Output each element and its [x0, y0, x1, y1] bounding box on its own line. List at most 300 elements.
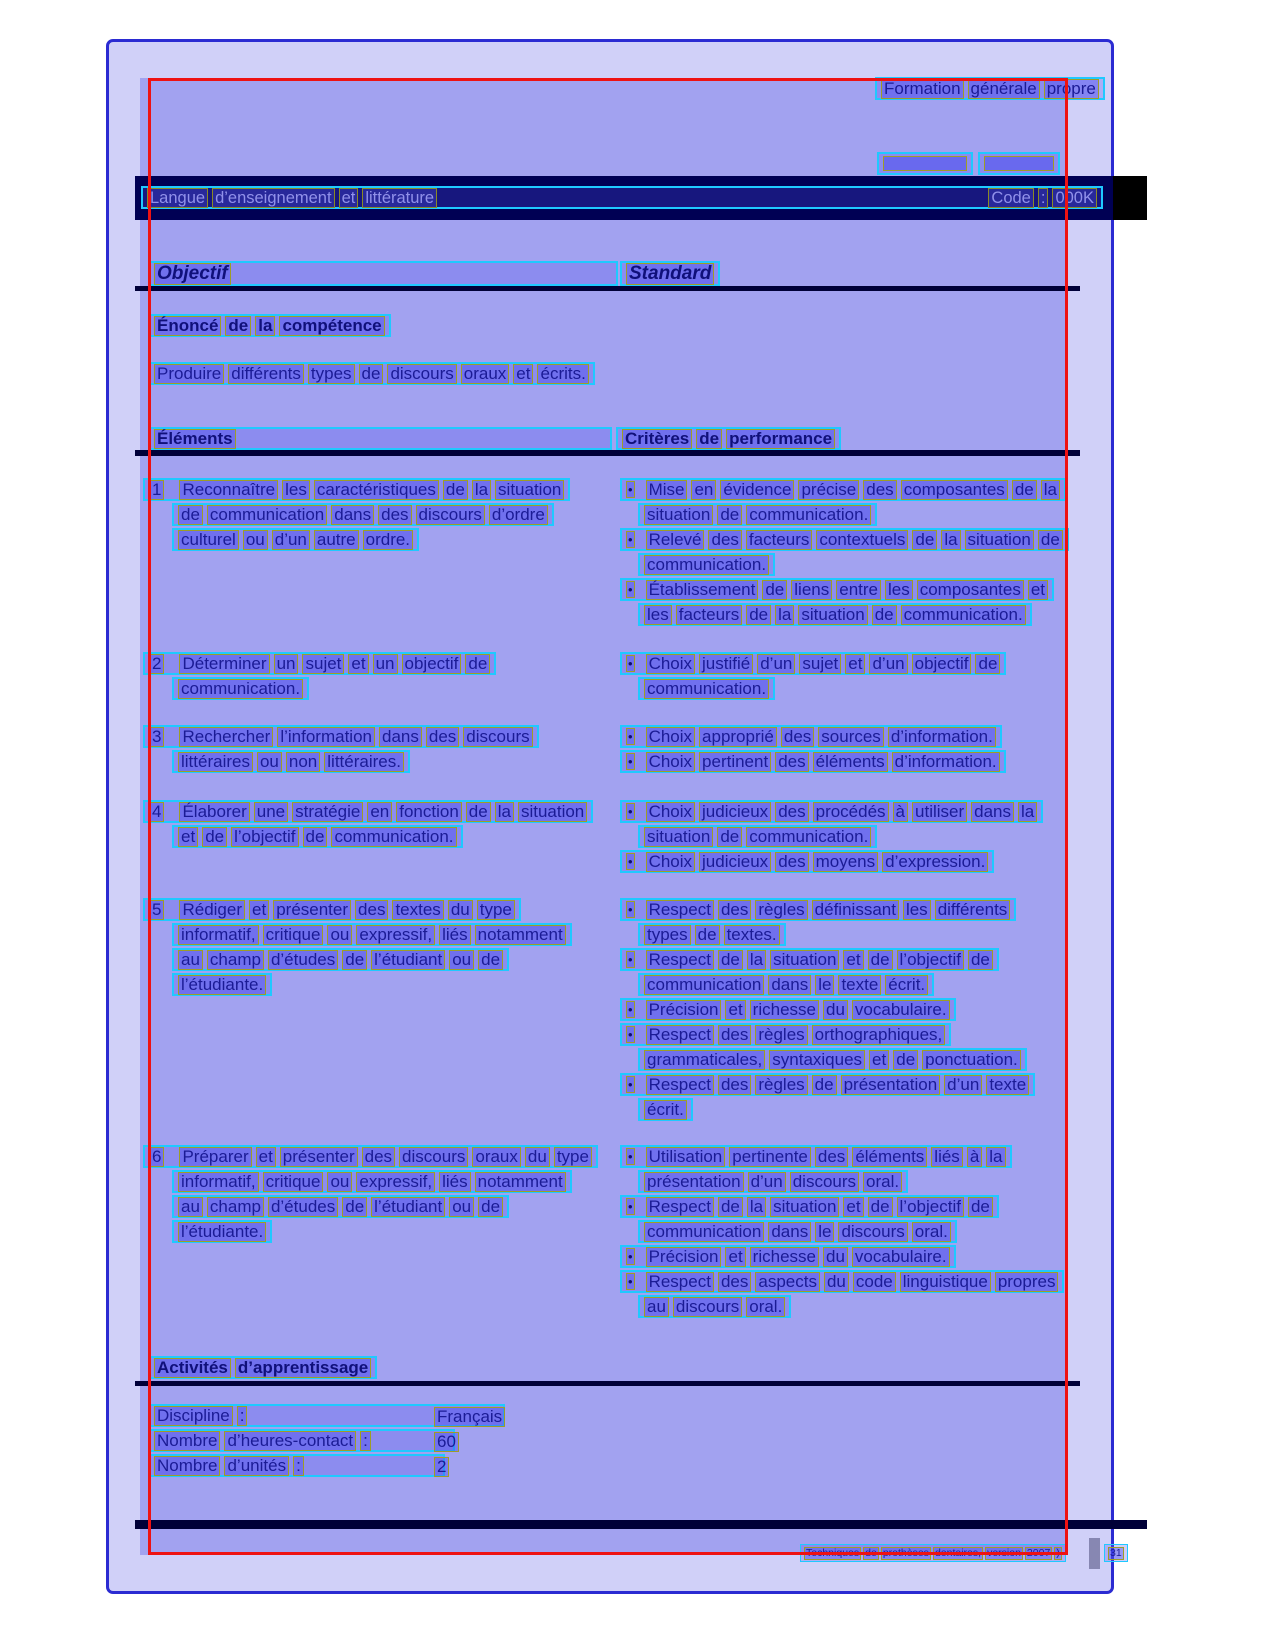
word-box: discours [838, 1222, 907, 1242]
word-box: objectif [912, 654, 972, 674]
word-box: liés [931, 1147, 963, 1167]
word-box: d’un [944, 1075, 982, 1095]
word-box: ) [1056, 1546, 1060, 1559]
field-value: 60 [434, 1432, 459, 1452]
word-box: de [225, 316, 251, 336]
word-box: Précision [646, 1000, 722, 1020]
word-box: procédés [813, 802, 889, 822]
word-box: à [893, 802, 908, 822]
element-line [172, 677, 309, 700]
word-box: la [472, 480, 491, 500]
word-box: au [178, 1197, 203, 1217]
word-box: oraux [461, 364, 510, 384]
word-box: d’un [757, 654, 795, 674]
critere-line [620, 1270, 1064, 1293]
word-box: de [865, 1546, 877, 1559]
word-box: Élaborer [179, 802, 249, 822]
info-row [148, 1429, 455, 1452]
critere-line [638, 553, 775, 576]
word-box: types [308, 364, 355, 384]
word-box: dans [331, 505, 374, 525]
title-bar-extension [1113, 176, 1147, 220]
element-line [172, 923, 572, 946]
word-box: de [466, 802, 491, 822]
word-box: des [718, 1025, 751, 1045]
word-box: et [249, 900, 269, 920]
word-box: d’ordre [489, 505, 548, 525]
word-box: linguistique [900, 1272, 991, 1292]
word-box: de [342, 1197, 367, 1217]
word-box: de [178, 505, 203, 525]
word-box: de [359, 364, 384, 384]
word-box: de [696, 429, 722, 449]
word-box: fonction [396, 802, 462, 822]
word-box: littéraires [178, 752, 253, 772]
element-line [172, 825, 463, 848]
word-box: Produire [154, 364, 224, 384]
word-box: Mise [646, 480, 688, 500]
word-box: présentation [644, 1172, 744, 1192]
word-box: Précision [646, 1247, 722, 1267]
word-box: grammaticales, [644, 1050, 765, 1070]
word-box: texte [986, 1075, 1029, 1095]
word-box: informatif, [178, 925, 259, 945]
word-box: : [360, 1431, 371, 1451]
word-box: ou [449, 950, 474, 970]
bullet-icon: • [628, 1249, 633, 1264]
word-box: oral. [863, 1172, 902, 1192]
critere-line [620, 1245, 956, 1268]
divider-rule-objectif [135, 286, 1080, 291]
item-number: 1 [149, 480, 164, 500]
word-box: prothèses [882, 1546, 929, 1559]
word-box: discours [463, 727, 532, 747]
word-box: de [478, 950, 503, 970]
bullet-icon: • [628, 729, 633, 744]
word-box: de [868, 950, 893, 970]
element-line [172, 1170, 572, 1193]
word-box: au [178, 950, 203, 970]
word-box: et [843, 950, 863, 970]
word-box: Objectif [154, 263, 231, 285]
word-box: Déterminer [179, 654, 269, 674]
word-box: un [373, 654, 398, 674]
word-box: ou [327, 925, 352, 945]
element-line [143, 800, 593, 823]
word-box: de [868, 1197, 893, 1217]
word-box: et [1028, 580, 1048, 600]
word-box: liés [439, 1172, 471, 1192]
word-box: Respect [646, 1025, 714, 1045]
critere-line [620, 478, 1066, 501]
word-box: et [256, 1147, 276, 1167]
word-box: judicieux [699, 852, 771, 872]
word-box: Respect [646, 1197, 714, 1217]
word-box: : [293, 1456, 304, 1476]
word-box: Nombre [154, 1431, 220, 1451]
divider-rule-bottom [135, 1520, 1147, 1529]
word-box: texte [838, 975, 881, 995]
word-box: facteurs [676, 605, 742, 625]
word-box: de [893, 1050, 918, 1070]
separator-bar [1089, 1538, 1100, 1569]
word-box: des [708, 530, 741, 550]
word-box: oral. [912, 1222, 951, 1242]
word-box: de [968, 950, 993, 970]
word-box [984, 156, 1054, 171]
word-box: informatif, [178, 1172, 259, 1192]
word-box: situation [798, 605, 867, 625]
word-box: d’études [268, 1197, 338, 1217]
element-line [172, 973, 272, 996]
word-box: dans [768, 975, 811, 995]
word-box: et [348, 654, 368, 674]
word-box: Critères [622, 429, 692, 449]
word-box: composantes [917, 580, 1024, 600]
word-box: Respect [646, 1272, 714, 1292]
critere-line [638, 923, 786, 946]
criteres-header [616, 427, 841, 450]
word-box: des [362, 1147, 395, 1167]
word-box: aspects [755, 1272, 820, 1292]
word-box: des [718, 900, 751, 920]
field-value: Français [434, 1407, 505, 1427]
word-box: Choix [646, 802, 695, 822]
word-box: communication. [178, 679, 303, 699]
word-box: d’un [272, 530, 310, 550]
word-box: et [178, 827, 198, 847]
element-line [172, 528, 419, 551]
formation-tag [875, 77, 1105, 100]
word-box: discours [399, 1147, 468, 1167]
word-box: de [443, 480, 468, 500]
critere-line [620, 898, 1016, 921]
word-box: Relevé [646, 530, 705, 550]
word-box: la [941, 530, 960, 550]
word-box: la [747, 950, 766, 970]
word-box: du [823, 1247, 848, 1267]
word-box: : [237, 1406, 248, 1426]
critere-line [638, 973, 934, 996]
critere-line [620, 1145, 1012, 1168]
word-box: communication. [746, 505, 871, 525]
word-box: les [903, 900, 931, 920]
word-box: ordre. [363, 530, 413, 550]
word-box: Standard [626, 263, 714, 285]
word-box: types [644, 925, 691, 945]
item-number: 4 [149, 802, 164, 822]
word-box: situation [518, 802, 587, 822]
word-box: discours [387, 364, 456, 384]
item-number: 2 [149, 654, 164, 674]
word-box: facteurs [746, 530, 812, 550]
word-box: compétence [279, 316, 384, 336]
bullet-icon: • [628, 952, 633, 967]
word-box: culturel [178, 530, 239, 550]
element-line [172, 948, 509, 971]
word-box: 2007 [1026, 1546, 1051, 1559]
word-box: de [717, 827, 742, 847]
word-box: objectif [402, 654, 462, 674]
word-box: le [815, 975, 834, 995]
word-box: de [968, 1197, 993, 1217]
word-box: de [717, 505, 742, 525]
word-box: sources [818, 727, 884, 747]
critere-line [620, 1073, 1035, 1096]
word-box: de [342, 950, 367, 970]
word-box: de [812, 1075, 837, 1095]
word-box: définissant [812, 900, 899, 920]
word-box: en [691, 480, 716, 500]
word-box: différents [228, 364, 304, 384]
bullet-icon: • [628, 1149, 633, 1164]
word-box: Rédiger [179, 900, 245, 920]
word-box: des [815, 1147, 848, 1167]
bullet-icon: • [628, 656, 633, 671]
critere-line [620, 578, 1054, 601]
word-box: entre [836, 580, 881, 600]
word-box: ou [449, 1197, 474, 1217]
word-box: de [465, 654, 490, 674]
field-value: 2 [434, 1457, 449, 1477]
word-box: orthographiques, [812, 1025, 946, 1045]
word-box: 000K [1052, 188, 1097, 208]
element-line [143, 898, 521, 921]
word-box: du [823, 1000, 848, 1020]
word-box: oral. [746, 1297, 785, 1317]
critere-line [620, 652, 1006, 675]
word-box: communication [644, 975, 764, 995]
word-box: de [975, 654, 1000, 674]
word-box: les [282, 480, 310, 500]
divider-rule-activites [135, 1381, 1080, 1386]
word-box: d’études [268, 950, 338, 970]
word-box: d’unités [224, 1456, 289, 1476]
word-box: la [986, 1147, 1005, 1167]
word-box: des [355, 900, 388, 920]
word-box: de [1038, 530, 1063, 550]
word-box: Choix [646, 852, 695, 872]
critere-line [638, 1295, 791, 1318]
word-box: d’information. [888, 727, 996, 747]
item-number: 6 [149, 1147, 164, 1167]
word-box: la [255, 316, 275, 336]
word-box: Choix [646, 752, 695, 772]
bullet-icon: • [628, 1002, 633, 1017]
bullet-icon: • [628, 1077, 633, 1092]
word-box: situation [770, 1197, 839, 1217]
word-box: de [303, 827, 328, 847]
critere-line [638, 1098, 693, 1121]
critere-line [620, 1195, 999, 1218]
word-box: oraux [472, 1147, 521, 1167]
word-box: champ [207, 1197, 264, 1217]
word-box: différents [935, 900, 1011, 920]
word-box: les [885, 580, 913, 600]
word-box: communication. [901, 605, 1026, 625]
word-box: Code [988, 188, 1033, 208]
enonce-body [148, 362, 595, 385]
word-box: des [426, 727, 459, 747]
word-box: textes. [724, 925, 780, 945]
word-box: vocabulaire. [852, 1247, 950, 1267]
word-box: notamment [475, 1172, 566, 1192]
word-box: d’heures-contact [224, 1431, 356, 1451]
element-line [172, 1220, 272, 1243]
empty-box [978, 152, 1060, 175]
word-box: de [718, 1197, 743, 1217]
word-box: Choix [646, 727, 695, 747]
standard-header [620, 261, 720, 286]
word-box: Respect [646, 1075, 714, 1095]
word-box: dans [768, 1222, 811, 1242]
word-box: l’étudiant [371, 950, 445, 970]
word-box: de [872, 605, 897, 625]
word-box: la [1018, 802, 1037, 822]
word-box: composantes [901, 480, 1008, 500]
word-box: en [367, 802, 392, 822]
word-box: Discipline [154, 1406, 233, 1426]
word-box: un [274, 654, 299, 674]
word-box: richesse [750, 1000, 819, 1020]
word-box: situation [495, 480, 564, 500]
word-box: d’information. [892, 752, 1000, 772]
word-box: 31 [1110, 1546, 1122, 1559]
word-box: et [339, 188, 359, 208]
word-box: du [448, 900, 473, 920]
word-box: des [775, 752, 808, 772]
critere-line [638, 825, 877, 848]
word-box: : [1038, 188, 1049, 208]
word-box: générale [968, 79, 1040, 99]
word-box: du [525, 1147, 550, 1167]
word-box: pertinente [729, 1147, 811, 1167]
word-box: et [843, 1197, 863, 1217]
info-row [148, 1454, 445, 1477]
word-box: performance [726, 429, 835, 449]
word-box: dentaires, [934, 1546, 982, 1559]
word-box: littéraires. [324, 752, 404, 772]
word-box: critique [263, 1172, 324, 1192]
word-box: des [781, 727, 814, 747]
word-box: écrit. [885, 975, 928, 995]
word-box: d’expression. [882, 852, 988, 872]
word-box: discours [416, 505, 485, 525]
word-box: richesse [750, 1247, 819, 1267]
word-box: Utilisation [646, 1147, 726, 1167]
element-line [143, 652, 496, 675]
word-box: l’étudiant [371, 1197, 445, 1217]
word-box: Respect [646, 900, 714, 920]
word-box [883, 156, 967, 171]
word-box: ou [243, 530, 268, 550]
word-box: de [762, 580, 787, 600]
word-box: la [747, 1197, 766, 1217]
word-box: et [845, 654, 865, 674]
word-box: communication. [331, 827, 456, 847]
word-box: d’un [748, 1172, 786, 1192]
course-title-line [141, 186, 1103, 209]
element-line [143, 725, 539, 748]
element-line [172, 750, 410, 773]
word-box: de [695, 925, 720, 945]
word-box: et [725, 1247, 745, 1267]
critere-line [638, 603, 1032, 626]
element-line [143, 478, 570, 501]
word-box: de [718, 950, 743, 970]
empty-box [877, 152, 973, 175]
word-box: l’étudiante. [178, 1222, 266, 1242]
critere-line [638, 1220, 957, 1243]
word-box: l’objectif [897, 1197, 964, 1217]
word-box: communication. [644, 679, 769, 699]
bullet-icon: • [628, 854, 633, 869]
word-box: propre [1044, 79, 1099, 99]
word-box: version [987, 1546, 1021, 1559]
word-box: textes [392, 900, 443, 920]
word-box: Activités [154, 1358, 231, 1378]
word-box: écrits. [537, 364, 588, 384]
word-box: du [824, 1272, 849, 1292]
word-box: ponctuation. [922, 1050, 1021, 1070]
word-box: discours [673, 1297, 742, 1317]
word-box: à [967, 1147, 982, 1167]
word-box: éléments [852, 1147, 927, 1167]
word-box: approprié [699, 727, 777, 747]
critere-line [620, 998, 956, 1021]
word-box: sujet [302, 654, 344, 674]
word-box: syntaxiques [769, 1050, 865, 1070]
word-box: l’information [277, 727, 375, 747]
word-box: des [378, 505, 411, 525]
critere-line [638, 1048, 1027, 1071]
word-box: présenter [273, 900, 351, 920]
word-box: présenter [280, 1147, 358, 1167]
word-box: l’objectif [897, 950, 964, 970]
word-box: des [718, 1075, 751, 1095]
word-box: la [1041, 480, 1060, 500]
critere-line [620, 850, 994, 873]
page-number [1104, 1544, 1128, 1562]
word-box: littérature [362, 188, 437, 208]
bullet-icon: • [628, 482, 633, 497]
word-box: règles [755, 1075, 807, 1095]
word-box: liens [791, 580, 832, 600]
word-box: une [254, 802, 288, 822]
word-box: non [286, 752, 320, 772]
word-box: caractéristiques [314, 480, 439, 500]
element-line [172, 1195, 509, 1218]
word-box: l’objectif [231, 827, 298, 847]
word-box: présentation [841, 1075, 941, 1095]
word-box: Formation [881, 79, 964, 99]
critere-line [638, 503, 877, 526]
info-row [148, 1404, 505, 1427]
bullet-icon: • [628, 532, 633, 547]
word-box: sujet [799, 654, 841, 674]
critere-line [638, 1170, 908, 1193]
word-box: champ [207, 950, 264, 970]
word-box: justifié [699, 654, 753, 674]
word-box: le [815, 1222, 834, 1242]
word-box: Choix [646, 654, 695, 674]
word-box: de [912, 530, 937, 550]
critere-line [620, 528, 1069, 551]
word-box: évidence [720, 480, 794, 500]
word-box: des [718, 1272, 751, 1292]
element-line [143, 1145, 598, 1168]
word-box: stratégie [292, 802, 363, 822]
